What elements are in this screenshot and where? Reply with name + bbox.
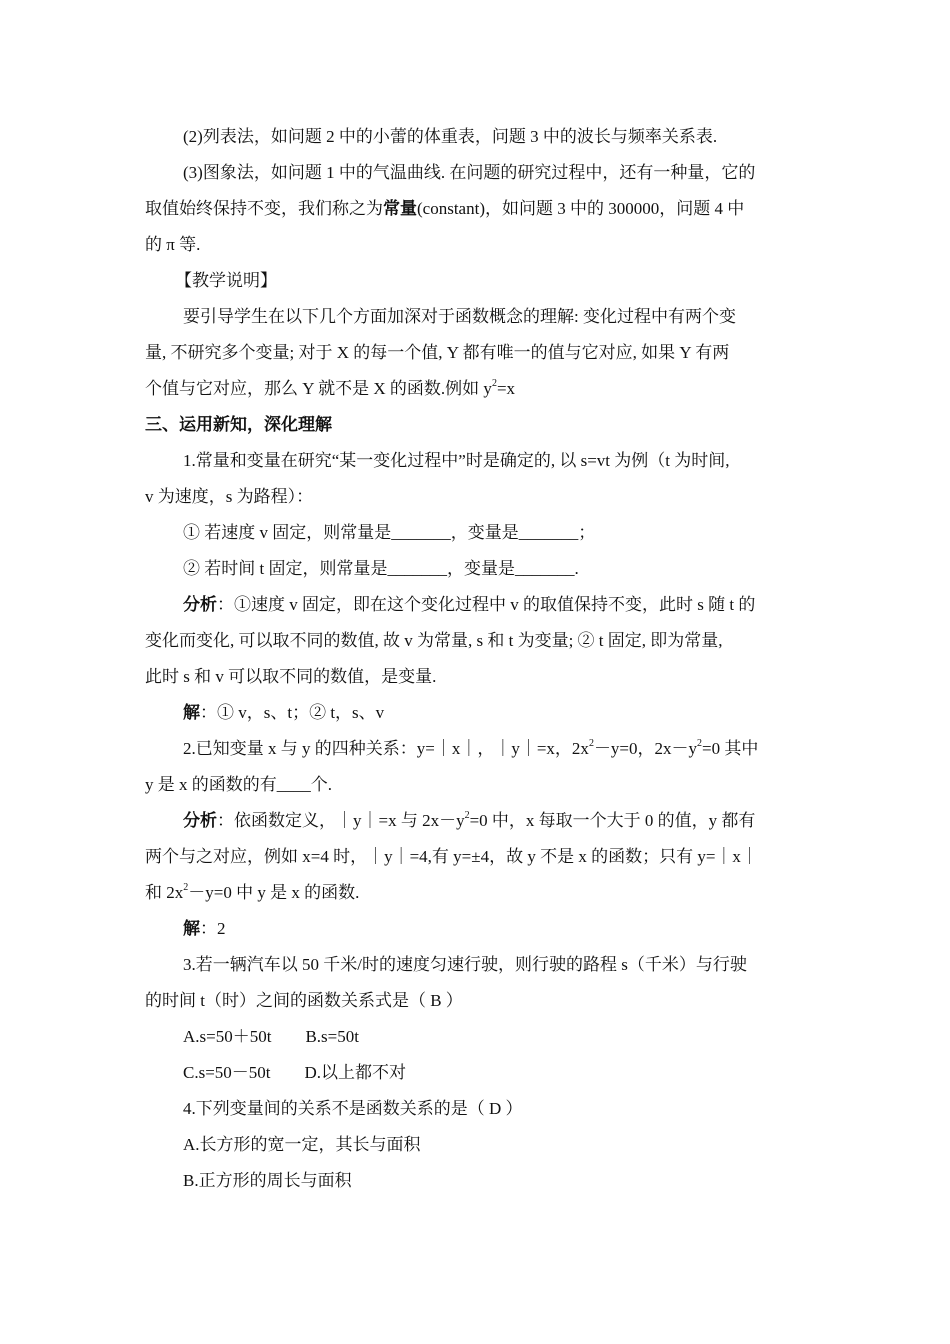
question-line: 3.若一辆汽车以 50 千米/时的速度匀速行驶，则行驶的路程 s（千米）与行驶	[183, 955, 747, 974]
option-line: A.s=50＋50t B.s=50t	[183, 1027, 359, 1046]
analysis-line: 此时 s 和 v 可以取不同的数值，是变量.	[145, 667, 437, 686]
question-line: 的时间 t（时）之间的函数关系式是（ B ）	[145, 991, 463, 1010]
paragraph-line: (2)列表法，如问题 2 中的小蕾的体重表，问题 3 中的波长与频率关系表.	[183, 127, 718, 146]
question-line: 4.下列变量间的关系不是函数关系的是（ D ）	[183, 1099, 523, 1118]
analysis-line: 分析：依函数定义，｜y｜=x 与 $2x-y^2=0$ 中，x 每取一个大于 0 的值，y 都有	[183, 810, 756, 830]
question-line: 2.已知变量 x 与 y 的四种关系：y=｜x｜，｜y｜=x，$2x^2-y=0$，$2x-y^2=0$ 其中	[183, 738, 759, 758]
answer-line: 解：2	[183, 919, 226, 938]
question-line: ② 若时间 t 固定，则常量是_______，变量是_______.	[183, 559, 579, 578]
paragraph-line: 的 π 等.	[145, 235, 201, 254]
question-line: ① 若速度 v 固定，则常量是_______，变量是_______；	[183, 523, 596, 542]
section-heading: 三、运用新知，深化理解	[145, 415, 332, 434]
question-line: v 为速度，s 为路程）：	[145, 487, 314, 506]
question-line: 1.常量和变量在研究“某一变化过程中”时是确定的, 以 s=vt 为例（t 为时间,	[183, 451, 730, 470]
section-note-heading: 【教学说明】	[175, 271, 277, 290]
paragraph-line: (3)图象法，如问题 1 中的气温曲线. 在问题的研究过程中，还有一种量，它的	[183, 163, 756, 182]
analysis-line: 和 $2x^2-y=0$ 中 y 是 x 的函数.	[145, 882, 360, 902]
option-line: B.正方形的周长与面积	[183, 1171, 352, 1190]
option-line: A.长方形的宽一定，其长与面积	[183, 1135, 421, 1154]
analysis-line: 两个与之对应，例如 x=4 时，｜y｜=4,有 y=±4，故 y 不是 x 的函数；只有 y=｜x｜	[145, 847, 758, 866]
question-line: y 是 x 的函数的有____个.	[145, 775, 332, 794]
paragraph-line: 量, 不研究多个变量; 对于 X 的每一个值, Y 都有唯一的值与它对应, 如果 Y 有两	[145, 343, 730, 362]
analysis-line: 分析：①速度 v 固定，即在这个变化过程中 v 的取值保持不变，此时 s 随 t 的	[183, 595, 756, 614]
analysis-line: 变化而变化, 可以取不同的数值, 故 v 为常量, s 和 t 为变量; ② t 固定, 即为常量,	[145, 631, 723, 650]
answer-line: 解：① v，s、t；② t，s、v	[183, 703, 385, 722]
option-line: C.s=50－50t D.以上都不对	[183, 1063, 407, 1082]
bold-term: 常量	[383, 199, 417, 218]
paragraph-line: 个值与它对应，那么 Y 就不是 X 的函数.例如 $y^2=x$	[145, 378, 516, 398]
paragraph-line: 要引导学生在以下几个方面加深对于函数概念的理解: 变化过程中有两个变	[183, 307, 736, 326]
paragraph-line: 取值始终保持不变，我们称之为常量(constant)，如问题 3 中的 300000，问题 4 中	[145, 199, 745, 218]
